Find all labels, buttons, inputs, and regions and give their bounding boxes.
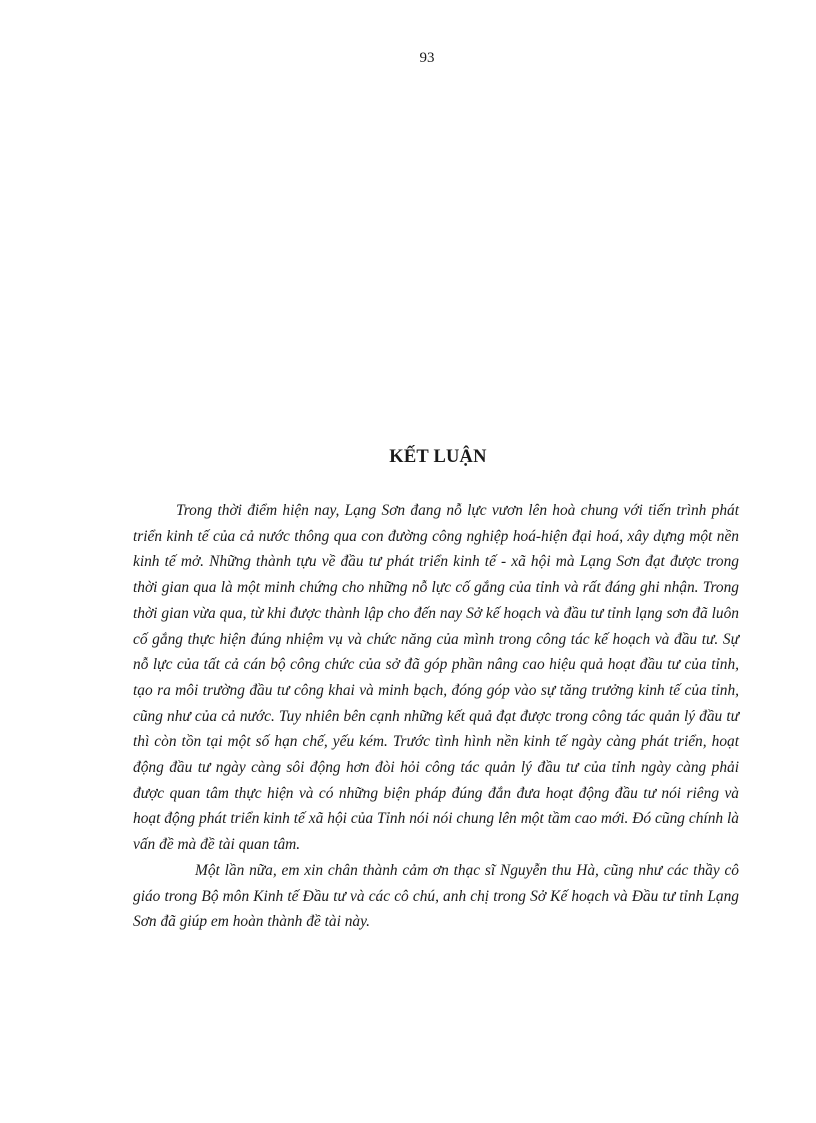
section-heading: KẾT LUẬN (389, 447, 487, 467)
conclusion-paragraph-2: Một lần nữa, em xin chân thành cảm ơn thạc sĩ Nguyễn thu Hà, cũng như các thầy cô giáo trong Bộ môn Kinh tế Đầu tư và các cô chú, anh chị trong Sở Kế hoạch và Đầu tư tỉnh Lạng Sơn đã giúp em hoàn thành đề tài này. (133, 861, 739, 931)
page-number: 93 (419, 50, 435, 66)
conclusion-paragraph-1: Trong thời điểm hiện nay, Lạng Sơn đang nỗ lực vươn lên hoà chung với tiến trình phát triển kinh tế của cả nước thông qua con đường công nghiệp hoá-hiện đại hoá, xây dựng một nền kinh tế mở. Những thành tựu về đầu tư phát triển kinh tế - xã hội mà Lạng Sơn đạt được trong thời gian qua là một minh chứng cho những nỗ lực cố gắng của tỉnh và rất đáng ghi nhận. Trong thời gian vừa qua, từ khi được thành lập cho đến nay Sở kế hoạch và đầu tư tỉnh lạng sơn đã luôn cố gắng thực hiện đúng nhiệm vụ và chức năng của mình trong công tác kế hoạch và đầu tư. Sự nỗ lực của tất cả cán bộ công chức của sở đã góp phần nâng cao hiệu quả hoạt đầu tư của tỉnh, tạo ra môi trường đầu tư công khai và minh bạch, đóng góp vào sự tăng trưởng kinh tế của tỉnh, cũng như của cả nước. Tuy nhiên bên cạnh những kết quả đạt được trong công tác quản lý đầu tư thì còn tồn tại một số hạn chế, yếu kém. Trước tình hình nền kinh tế ngày càng phát triển, hoạt động đầu tư ngày càng sôi động hơn đòi hỏi công tác quản lý đầu tư của tỉnh ngày càng phải được quan tâm thực hiện và có những biện pháp đúng đắn đưa hoạt động đầu tư nói riêng và hoạt động phát triển kinh tế xã hội của Tỉnh nói nói chung lên một tầm cao mới. Đó cũng chính là vấn đề mà đề tài quan tâm. (133, 502, 739, 854)
conclusion-body (133, 498, 739, 935)
